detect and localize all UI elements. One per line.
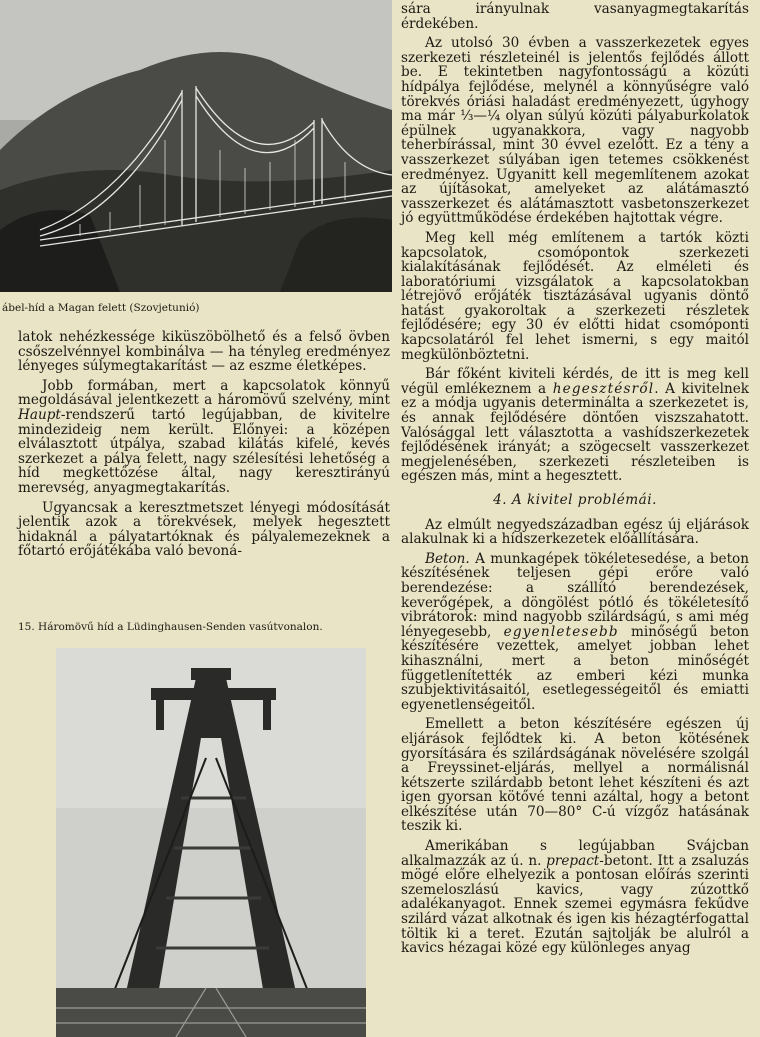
right-p5-text-a: A munkagépek tökéletesedése, a beton készítésének teljesen gépi erőre való berendezése: a szállító berendezések, keverőgépek, a döngölést pótló és tökéletesítő vibrátorok: mind nagyobb szilárdságú, s ami még lényegesebb,: [401, 550, 749, 640]
right-p5-emphasis-2: egyenletesebb: [503, 623, 619, 640]
right-p3-text-a: Bár főként kiviteli kérdés, de itt is meg kell végül emlékeznem a: [401, 366, 749, 397]
bridge-photo-drawing: [0, 0, 392, 292]
right-paragraph-4: Az elmúlt negyedszázadban egész új eljárások alakulnak ki a hídszerkezetek előállítására.: [401, 516, 749, 548]
bridge-truss-tower-photo: [56, 648, 366, 1037]
right-p7-text-a: Amerikában s legújabban Svájcban alkalmazzák az ú. n.: [401, 838, 749, 869]
left-p2-emphasis: Haupt: [18, 406, 61, 423]
right-p3-emphasis: hegesztésről: [552, 380, 655, 397]
right-p5-emphasis: Beton.: [425, 550, 470, 567]
left-column: [18, 330, 390, 564]
left-paragraph-1: latok nehézkessége kiküszöbölhető és a felső övben csőszelvénnyel kombinálva — ha tényleg eredményez lényeges súlymegtakarítást — az eszme életképes.: [18, 329, 390, 375]
right-p7-text-b: -betont. Itt a zsaluzás mögé előre elhelyezik a pontosan előírás szerinti szemeloszlású kavics, vagy zúzottkő adalékanyagot. Ennek szemei egymásra fekűdve szilárd vázat alkotnak és igen kis hézagtérfogattal töltik ki a teret. Ezután sajtolják be alulról a kavics hézagai közé egy különleges anyag: [401, 852, 749, 957]
right-paragraph-0: sára irányulnak vasanyagmegtakarítás érdekében.: [401, 1, 749, 32]
left-p2-text-a: Jobb formában, mert a kapcsolatok könnyű megoldásával jelentkezett a háromövű szelvény, mint: [18, 377, 390, 409]
left-paragraph-3: Ugyancsak a keresztmetszet lényegi módosítását jelentik azok a törekvések, melyek hegesztett hidaknál a pályatartóknak és pályalemezeknek a főtartó erőjátékába való bevoná-: [18, 499, 390, 560]
right-paragraph-6: Emellett a beton készítésére egészen új eljárások fejlődtek ki. A beton kötésének gyorsítására és szilárdságának növelésére szolgál a Freyssinet-eljárás, mellyel a normálisnál kétszerte szilárdabb betont lehet készíteni és azt igen gyorsan kötővé tenni azáltal, hogy a betont elkészítése után 70—80° C-ú vízgőz hatásának teszik ki.: [401, 716, 749, 835]
figure-caption-bottom: 15. Háromövű híd a Lüdinghausen-Senden vasútvonalon.: [18, 621, 323, 633]
right-p3-text-b: . A kivitelnek ez a módja ugyanis determinálta a szerkezetet is, és annak fejlődésére döntően viszszahatott. Valósággal lett választotta a vashídszerkezetek fejlődésének irányát; a szögecselt vasszerkezet megjelenésében, szerkezeti részleteiben is egészen más, mint a hegesztett.: [401, 380, 749, 485]
right-paragraph-3: [401, 367, 749, 484]
left-p2-text-b: -rendszerű tartó legújabban, de kivitelre mindezideig nem került. Előnyei: a középen elválasztott útpálya, szabad kilátás kifelé, kevés szerkezet a pálya felett, nagy szélesítési lehetőség a híd megkettőzése által, nagy keresztirányú merevség, anyagmegtakarítás.: [18, 406, 390, 496]
suspension-bridge-photo: [0, 0, 392, 292]
right-p7-emphasis: prepact: [546, 852, 600, 869]
right-paragraph-7: [401, 839, 749, 956]
right-column: [401, 2, 749, 961]
right-paragraph-5: [401, 552, 749, 713]
figure-caption-top: ábel-híd a Magan felett (Szovjetunió): [2, 302, 200, 314]
tower-photo-drawing: [56, 648, 366, 1037]
right-p5-text-b: minőségű beton készítésére vezettek, amelyet jobban lehet kihasználni, mert a beton minőségét függetlenítették az emberi kézi munka szubjektivitásaitól, esetlegességeitől és emiatti egyenetlenségeitől.: [401, 623, 749, 713]
right-paragraph-2: Meg kell még említenem a tartók közti kapcsolatok, csomópontok szerkezeti kialakításának fejlődését. Az elméleti és laboratóriumi vizsgálatok a kapcsolatokban létrejövő erőjáték tisztázásával ugyanis döntő hatást gyakoroltak a szerkezeti részletek fejlődésére; egy 30 év előtti hidat csomóponti kapcsolatáról fel lehet ismerni, s egy maitól megkülönböztetni.: [401, 229, 749, 363]
left-paragraph-2: [18, 379, 390, 496]
right-paragraph-1: Az utolsó 30 évben a vasszerkezetek egyes szerkezeti részleteinél is jelentős fejlődés állott be. E tekintetben nagyfontosságú a közúti hídpálya fejlődése, melynél a könnyűségre való törekvés óriási haladást eredményezett, úgyhogy ma már ⅓—¼ olyan súlyú közúti pályaburkolatok épülnek ugyanakkora, vagy nagyobb teherbírással, mint 30 évvel ezelőtt. Ez a tény a vasszerkezet súlyában igen tetemes csökkenést eredményez. Ugyanitt kell megemlítenem azokat az újításokat, amelyeket az alátámasztó vasszerkezet és alátámasztott vasbetonszerkezet jó együttműködése érdekében hajtottak végre.: [401, 35, 749, 227]
section-heading: 4. A kivitel problémái.: [493, 492, 657, 508]
